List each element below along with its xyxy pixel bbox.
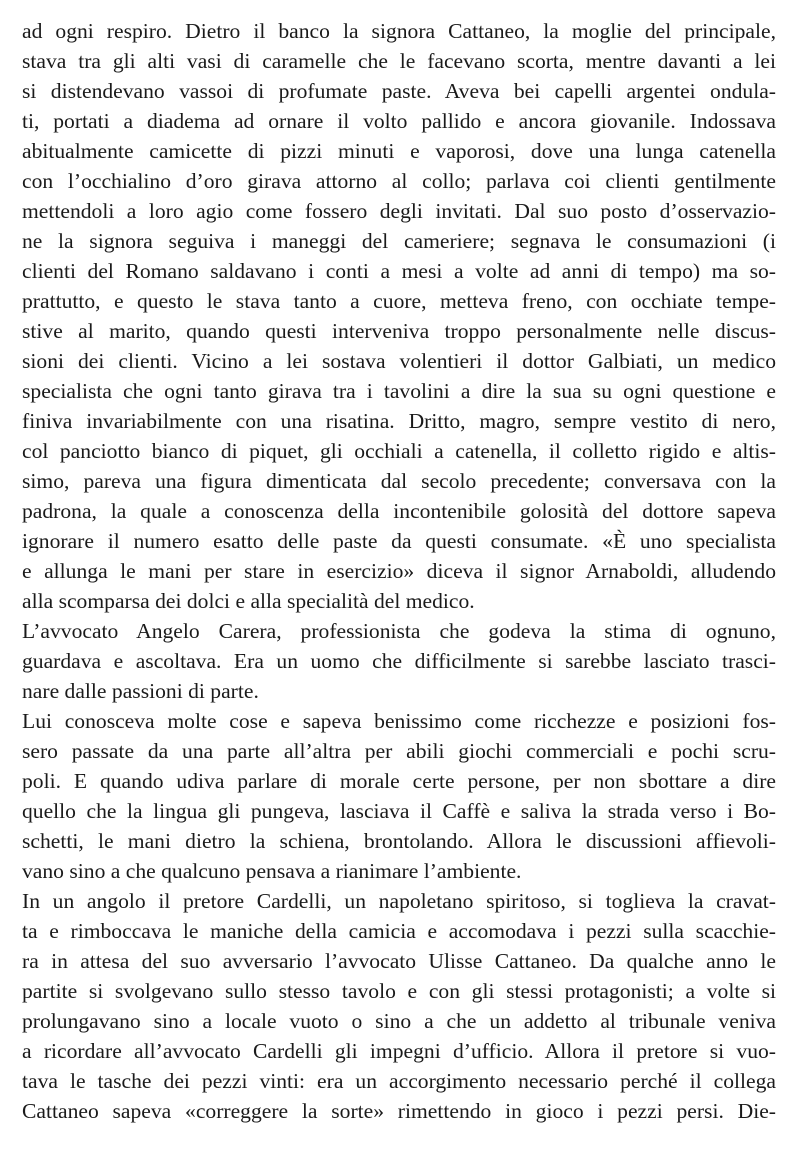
text-line: ta e rimboccava le maniche della camicia e accomodava i pezzi sulla scacchie-: [22, 919, 776, 943]
text-line: finiva invariabilmente con una risatina. Dritto, magro, sempre vestito di nero,: [22, 409, 776, 433]
text-line: prolungavano sino a locale vuoto o sino a che un addetto al tribunale veniva: [22, 1009, 776, 1033]
text-line: ti, portati a diadema ad ornare il volto pallido e ancora giovanile. Indossava: [22, 109, 776, 133]
text-line: si distendevano vassoi di profumate paste. Aveva bei capelli argentei ondula-: [22, 79, 776, 103]
text-line: simo, pareva una figura dimenticata dal secolo precedente; conversava con la: [22, 469, 776, 493]
text-line: stive al marito, quando questi interveniva troppo personalmente nelle discus-: [22, 319, 776, 343]
document-page: [22, 16, 776, 1126]
text-line: col panciotto bianco di piquet, gli occhiali a catenella, il colletto rigido e altis-: [22, 439, 776, 463]
text-line: nare dalle passioni di parte.: [22, 679, 259, 703]
text-line: In un angolo il pretore Cardelli, un napoletano spiritoso, si toglieva la cravat-: [22, 889, 776, 913]
paragraph-lui-conosceva: [22, 706, 776, 886]
text-line: con l’occhialino d’oro girava attorno al collo; parlava coi clienti gentilmente: [22, 169, 776, 193]
text-line: partite si svolgevano sullo stesso tavolo e con gli stessi protagonisti; a volte si: [22, 979, 776, 1003]
text-line: ra in attesa del suo avversario l’avvocato Ulisse Cattaneo. Da qualche anno le: [22, 949, 776, 973]
text-line: alla scomparsa dei dolci e alla specialità del medico.: [22, 589, 475, 613]
text-line: vano sino a che qualcuno pensava a rianimare l’ambiente.: [22, 859, 522, 883]
text-line: e allunga le mani per stare in esercizio» diceva il signor Arnaboldi, alludendo: [22, 559, 776, 583]
text-line: poli. E quando udiva parlare di morale certe persone, per non sbottare a dire: [22, 769, 776, 793]
text-line: guardava e ascoltava. Era un uomo che difficilmente si sarebbe lasciato trasci-: [22, 649, 776, 673]
text-line: clienti del Romano saldavano i conti a mesi a volte ad anni di tempo) ma so-: [22, 259, 776, 283]
text-line: padrona, la quale a conoscenza della incontenibile golosità del dottore sapeva: [22, 499, 776, 523]
text-line: L’avvocato Angelo Carera, professionista che godeva la stima di ognuno,: [22, 619, 776, 643]
text-line: quello che la lingua gli pungeva, lasciava il Caffè e saliva la strada verso i Bo-: [22, 799, 776, 823]
text-line: mettendoli a loro agio come fossero degli invitati. Dal suo posto d’osservazio-: [22, 199, 776, 223]
text-line: a ricordare all’avvocato Cardelli gli impegni d’ufficio. Allora il pretore si vuo-: [22, 1039, 776, 1063]
text-line: abitualmente camicette di pizzi minuti e vaporosi, dove una lunga catenella: [22, 139, 776, 163]
text-line: Cattaneo sapeva «correggere la sorte» rimettendo in gioco i pezzi persi. Die-: [22, 1099, 776, 1123]
text-line: ne la signora seguiva i maneggi del cameriere; segnava le consumazioni (i: [22, 229, 776, 253]
text-line: Lui conosceva molte cose e sapeva benissimo come ricchezze e posizioni fos-: [22, 709, 776, 733]
text-line: schetti, le mani dietro la schiena, brontolando. Allora le discussioni affievoli-: [22, 829, 776, 853]
text-line: specialista che ogni tanto girava tra i tavolini a dire la sua su ogni questione e: [22, 379, 776, 403]
text-line: ignorare il numero esatto delle paste da questi consumate. «È uno specialista: [22, 529, 776, 553]
text-line: sioni dei clienti. Vicino a lei sostava volentieri il dottor Galbiati, un medico: [22, 349, 776, 373]
text-line: tava le tasche dei pezzi vinti: era un accorgimento necessario perché il collega: [22, 1069, 776, 1093]
text-line: ad ogni respiro. Dietro il banco la signora Cattaneo, la moglie del principale,: [22, 19, 776, 43]
text-line: sero passate da una parte all’altra per abili giochi commerciali e pochi scru-: [22, 739, 776, 763]
paragraph-avvocato-carera: [22, 616, 776, 706]
paragraph-pretore-cardelli: [22, 886, 776, 1126]
text-line: stava tra gli alti vasi di caramelle che le facevano scorta, mentre davanti a lei: [22, 49, 776, 73]
text-line: prattutto, e questo le stava tanto a cuore, metteva freno, con occhiate tempe-: [22, 289, 776, 313]
paragraph-signora-cattaneo: [22, 16, 776, 616]
